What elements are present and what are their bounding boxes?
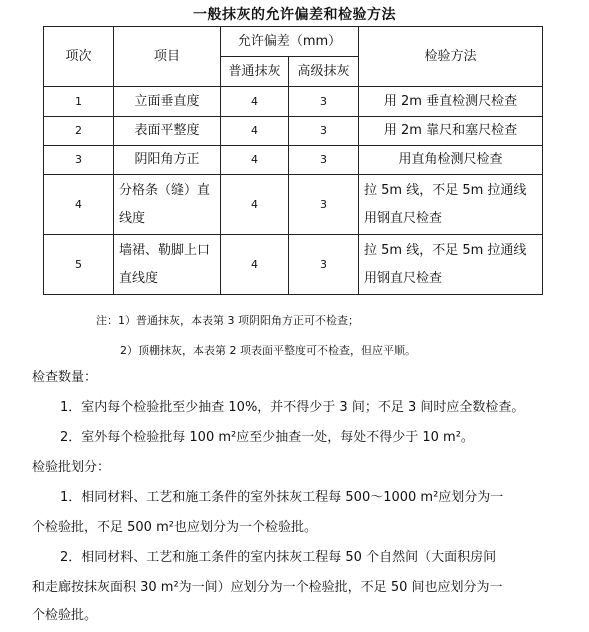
batch-item-1-line-1: 1．相同材料、工艺和施工条件的室外抹灰工程每 500～1000 m²应划分为一 bbox=[60, 490, 504, 505]
row-no: 4 bbox=[44, 175, 114, 235]
row-advanced: 3 bbox=[289, 146, 359, 175]
row-method: 用直角检测尺检查 bbox=[359, 146, 543, 175]
row-no: 3 bbox=[44, 146, 114, 175]
row-ordinary: 4 bbox=[221, 87, 289, 117]
header-allowed-deviation: 允许偏差（mm） bbox=[221, 27, 359, 57]
row-method: 用 2m 靠尺和塞尺检查 bbox=[359, 117, 543, 146]
row-no: 2 bbox=[44, 117, 114, 146]
row-item: 立面垂直度 bbox=[114, 87, 221, 117]
header-item: 项目 bbox=[114, 27, 221, 87]
row-advanced: 3 bbox=[289, 87, 359, 117]
quantity-item-2: 2．室外每个检验批每 100 m²应至少抽查一处，每处不得少于 10 m²。 bbox=[60, 430, 474, 445]
quantity-heading: 检查数量： bbox=[32, 370, 98, 385]
quantity-item-1: 1．室内每个检验批至少抽查 10%，并不得少于 3 间；不足 3 间时应全数检查。 bbox=[60, 400, 525, 415]
batch-item-2-line-3: 个检验批。 bbox=[32, 608, 98, 623]
header-advanced: 高级抹灰 bbox=[289, 57, 359, 87]
row-advanced: 3 bbox=[289, 235, 359, 295]
note-1: 注：1）普通抹灰，本表第 3 项阴阳角方正可不检查； bbox=[96, 314, 359, 327]
table-row bbox=[44, 175, 543, 235]
row-item: 分格条（缝）直线度 bbox=[114, 175, 221, 235]
row-ordinary: 4 bbox=[221, 175, 289, 235]
row-no: 1 bbox=[44, 87, 114, 117]
table-row bbox=[44, 117, 543, 146]
table-row bbox=[44, 87, 543, 117]
header-ordinary: 普通抹灰 bbox=[221, 57, 289, 87]
row-item: 墙裙、勒脚上口直线度 bbox=[114, 235, 221, 295]
table-title: 一般抹灰的允许偏差和检验方法 bbox=[193, 7, 396, 23]
row-advanced: 3 bbox=[289, 175, 359, 235]
row-no: 5 bbox=[44, 235, 114, 295]
row-method: 拉 5m 线，不足 5m 拉通线用钢直尺检查 bbox=[359, 235, 543, 295]
row-method: 用 2m 垂直检测尺检查 bbox=[359, 87, 543, 117]
row-method: 拉 5m 线，不足 5m 拉通线用钢直尺检查 bbox=[359, 175, 543, 235]
header-item-no: 项次 bbox=[44, 27, 114, 87]
table-header-row bbox=[44, 27, 543, 57]
tolerance-table bbox=[43, 26, 543, 295]
row-ordinary: 4 bbox=[221, 235, 289, 295]
batch-item-1-line-2: 个检验批，不足 500 m²也应划分为一个检验批。 bbox=[32, 520, 317, 535]
row-item: 阴阳角方正 bbox=[114, 146, 221, 175]
row-ordinary: 4 bbox=[221, 146, 289, 175]
batch-item-2-line-1: 2．相同材料、工艺和施工条件的室内抹灰工程每 50 个自然间（大面积房间 bbox=[60, 550, 497, 565]
table-row bbox=[44, 146, 543, 175]
row-item: 表面平整度 bbox=[114, 117, 221, 146]
table-row bbox=[44, 235, 543, 295]
row-ordinary: 4 bbox=[221, 117, 289, 146]
batch-heading: 检验批划分： bbox=[32, 460, 111, 475]
header-method: 检验方法 bbox=[359, 27, 543, 87]
row-advanced: 3 bbox=[289, 117, 359, 146]
note-2: 2）顶棚抹灰，本表第 2 项表面平整度可不检查，但应平顺。 bbox=[120, 344, 416, 357]
batch-item-2-line-2: 和走廊按抹灰面积 30 m²为一间）应划分为一个检验批，不足 50 间也应划分为一 bbox=[32, 580, 503, 595]
